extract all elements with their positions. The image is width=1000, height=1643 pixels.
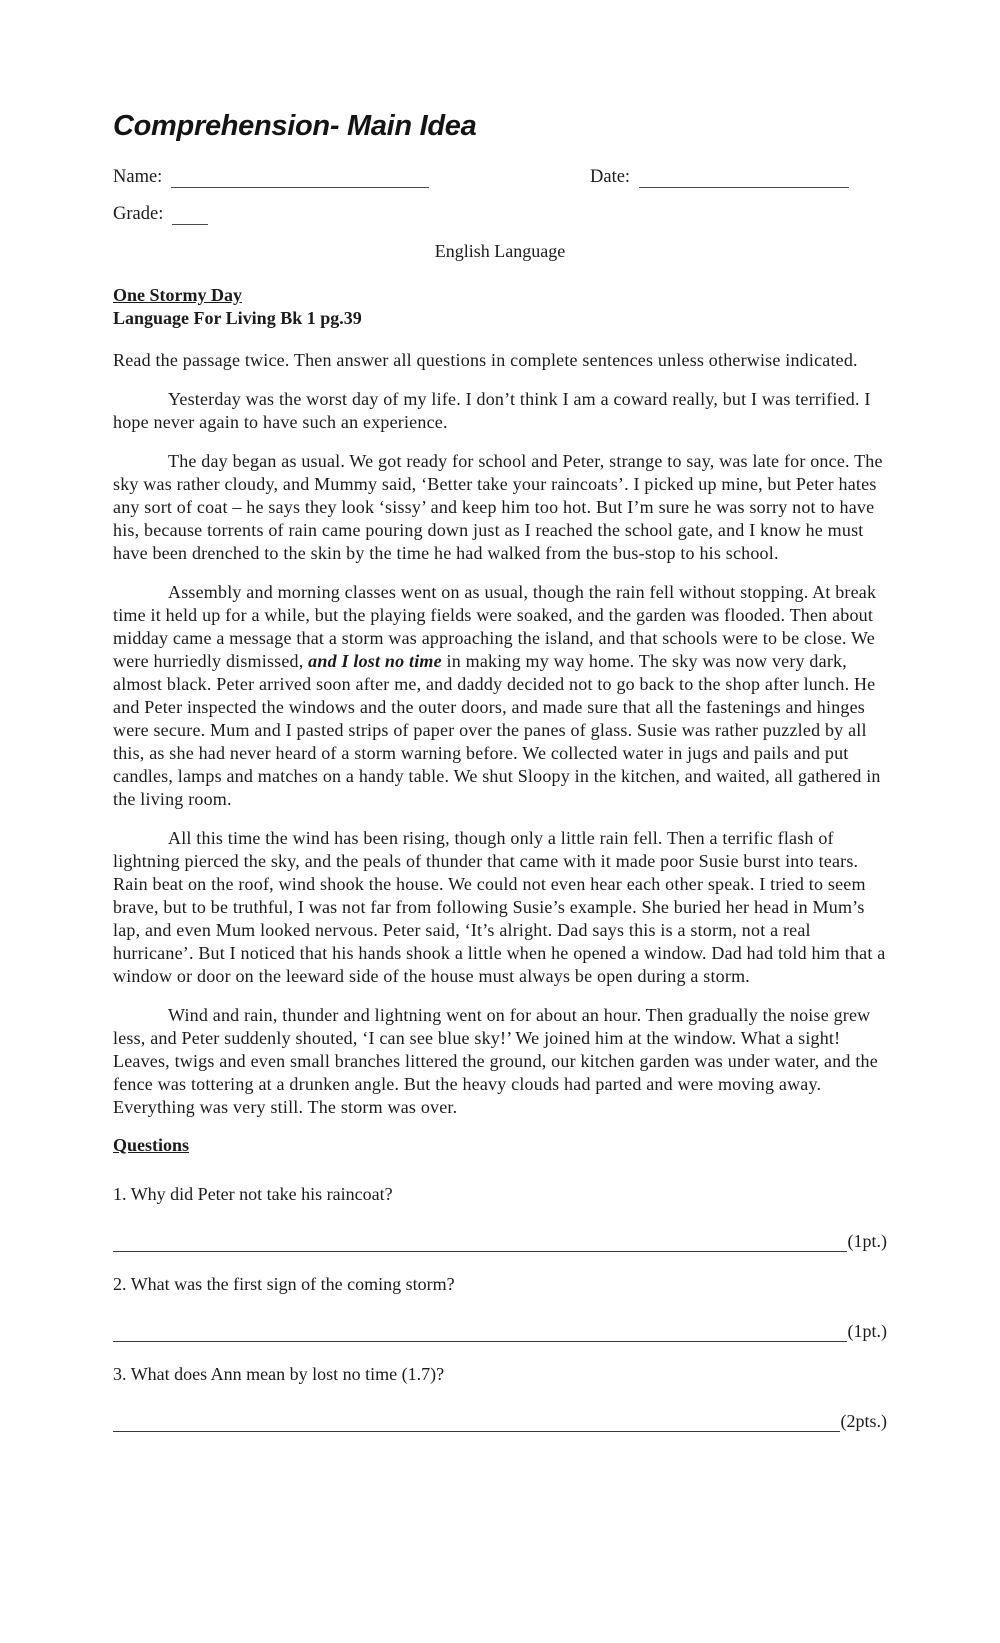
passage-text: in making my way home. The sky was now very dark, almost black. Peter arrived soon after me, and daddy decided not to go back to the shop after lunch. He and Peter inspected the windows and the outer doors, and made sure that all the fastenings and hinges were secure. Mum and I pasted strips of paper over the panes of glass. Susie was rather puzzled by all this, as she had never heard of a storm warning before. We collected water in jugs and pails and put candles, lamps and matches on a handy table. We shut Sloopy in the kitchen, and waited, all gathered in the living room. [113,651,881,809]
answer-input-line[interactable] [113,1321,847,1342]
question-item [113,1273,887,1342]
date-field-group [590,167,849,188]
date-input-line[interactable] [639,167,849,188]
answer-row [113,1321,887,1342]
questions-heading: Questions [113,1135,190,1155]
passage-heading [113,284,887,330]
name-label: Name: [113,167,163,187]
question-item [113,1183,887,1252]
question-item [113,1363,887,1432]
passage-text: Wind and rain, thunder and lightning went on for about an hour. Then gradually the noise grew less, and Peter suddenly shouted, ‘I can see blue sky!’ We joined him at the window. What a sight! Leaves, twigs and even small branches littered the ground, our kitchen garden was under water, and the fence was tottering at a drunken angle. But the heavy clouds had parted and were moving away. Everything was very still. The storm was over. [113,1005,878,1117]
question-number: 3. [113,1364,127,1384]
passage-text: All this time the wind has been rising, though only a little rain fell. Then a terrific flash of lightning pierced the sky, and the peals of thunder that came with it made poor Susie burst into tears. Rain beat on the roof, wind shook the house. We could not even hear each other speak. I tried to seem brave, but to be truthful, I was not far from following Susie’s example. She buried her head in Mum’s lap, and even Mum looked nervous. Peter said, ‘It’s alright. Dad says this is a storm, not a real hurricane’. But I noticed that his hands shook a little when he opened a window. Dad had told him that a window or door on the leeward side of the house must always be open during a storm. [113,828,886,986]
passage-paragraph [113,388,887,434]
passage-paragraph [113,450,887,565]
grade-label: Grade: [113,204,164,224]
passage-paragraph [113,581,887,811]
passage-source: Language For Living Bk 1 pg.39 [113,308,362,328]
answer-row [113,1231,887,1252]
subject-line: English Language [434,241,566,261]
passage-paragraphs [113,388,887,1119]
passage-paragraph [113,1004,887,1119]
grade-row [113,204,887,225]
question-label: What was the first sign of the coming storm? [130,1274,455,1294]
passage-text: Assembly and morning classes went on as usual, though the rain fell without stopping. At break time it held up for a while, but the playing fields were soaked, and the garden was flooded. Then about midday came a message that a storm was approaching the island, and that schools were to be close. We were hurriedly dismissed, [113,582,877,671]
question-text [113,1183,887,1206]
date-label: Date: [590,167,631,187]
passage-paragraph [113,827,887,988]
question-text [113,1363,887,1386]
page-title: Comprehension- Main Idea [113,110,477,142]
name-date-row [113,167,887,188]
name-input-line[interactable] [171,167,429,188]
answer-input-line[interactable] [113,1231,847,1252]
questions-list [113,1183,887,1432]
passage-text: The day began as usual. We got ready for school and Peter, strange to say, was late for once. The sky was rather cloudy, and Mummy said, ‘Better take your raincoats’. I picked up mine, but Peter hates any sort of coat – he says they look ‘sissy’ and keep him too hot. But I’m sure he was sorry not to have his, because torrents of rain came pouring down just as I reached the school gate, and I know he must have been drenched to the skin by the time he had walked from the bus-stop to his school. [113,451,883,563]
passage-emphasis-text: and I lost no time [308,651,442,671]
name-field-group [113,167,590,188]
question-number: 2. [113,1274,127,1294]
answer-row [113,1411,887,1432]
instructions-text: Read the passage twice. Then answer all questions in complete sentences unless otherwise indicated. [113,350,858,370]
question-label: What does Ann mean by lost no time (1.7)? [130,1364,445,1384]
question-number: 1. [113,1184,127,1204]
question-points: (1pt.) [847,1321,887,1341]
question-points: (1pt.) [847,1231,887,1251]
passage-title: One Stormy Day [113,285,242,305]
question-label: Why did Peter not take his raincoat? [130,1184,393,1204]
question-text [113,1273,887,1296]
grade-field-group [113,204,590,225]
passage-text: Yesterday was the worst day of my life. I don’t think I am a coward really, but I was terrified. I hope never again to have such an experience. [113,389,871,432]
grade-input-line[interactable] [172,204,208,225]
answer-input-line[interactable] [113,1411,840,1432]
question-points: (2pts.) [840,1411,887,1431]
